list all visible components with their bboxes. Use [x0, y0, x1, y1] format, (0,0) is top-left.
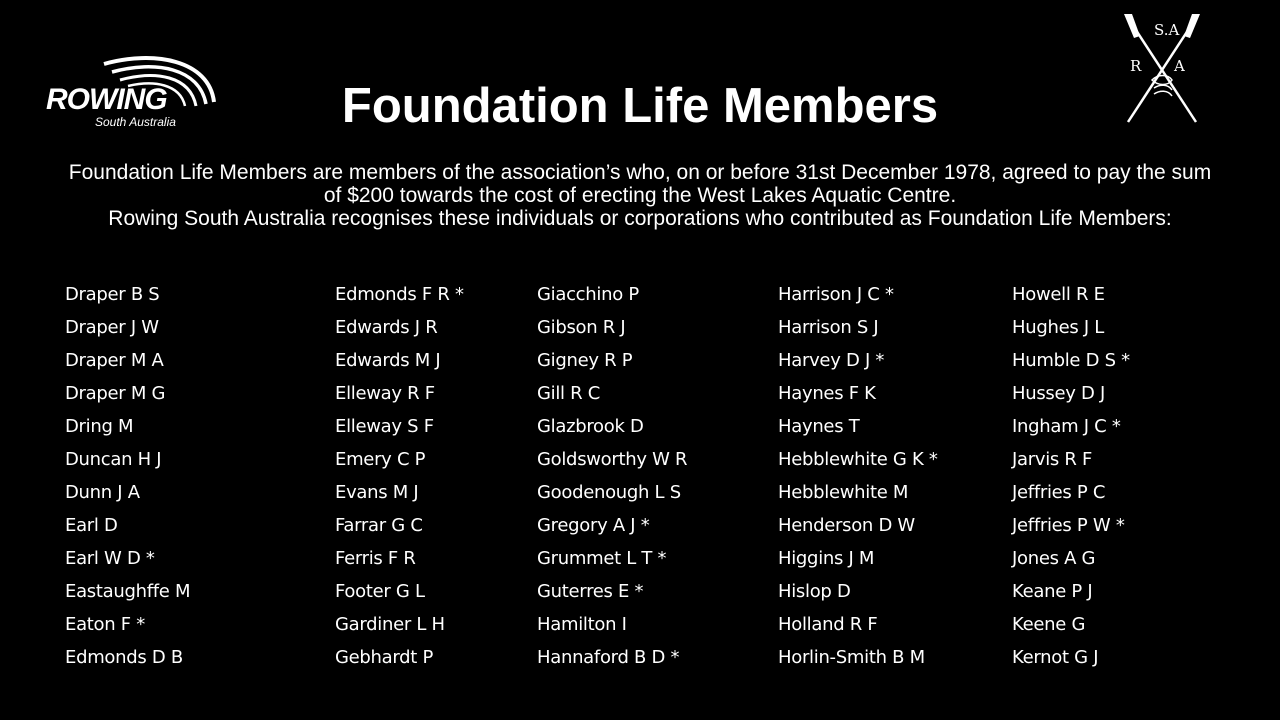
- member-name: Draper B S: [65, 284, 160, 305]
- member-name: Edwards M J: [335, 350, 441, 371]
- member-name: Dunn J A: [65, 482, 140, 503]
- member-name: Howell R E: [1012, 284, 1105, 305]
- member-name: Draper J W: [65, 317, 159, 338]
- member-name: Hebblewhite M: [778, 482, 909, 503]
- member-name: Harvey D J *: [778, 350, 885, 371]
- member-name: Hussey D J: [1012, 383, 1106, 404]
- member-name: Gibson R J: [537, 317, 626, 338]
- member-name: Hebblewhite G K *: [778, 449, 938, 470]
- member-name: Glazbrook D: [537, 416, 644, 437]
- member-name: Draper M G: [65, 383, 166, 404]
- logo-wordmark: ROWING: [46, 83, 167, 116]
- member-column-5: [1012, 280, 1130, 676]
- member-name: Ferris F R: [335, 548, 416, 569]
- page-title: Foundation Life Members: [341, 79, 939, 133]
- intro-text: [60, 161, 1220, 230]
- member-name: Jarvis R F: [1012, 449, 1093, 470]
- member-column-3: [537, 280, 687, 676]
- member-name: Gregory A J *: [537, 515, 650, 536]
- member-name: Earl W D *: [65, 548, 155, 569]
- member-name: Hannaford B D *: [537, 647, 680, 668]
- crest-text-sa: S.A: [1154, 21, 1180, 39]
- member-name: Evans M J: [335, 482, 419, 503]
- member-name: Henderson D W: [778, 515, 915, 536]
- member-name: Draper M A: [65, 350, 164, 371]
- member-name: Goldsworthy W R: [537, 449, 688, 470]
- member-name: Kernot G J: [1012, 647, 1099, 668]
- member-name: Harrison S J: [778, 317, 879, 338]
- member-name: Farrar G C: [335, 515, 423, 536]
- member-name: Edmonds D B: [65, 647, 183, 668]
- member-name: Grummet L T *: [537, 548, 667, 569]
- member-name: Edmonds F R *: [335, 284, 464, 305]
- member-column-2: [335, 280, 464, 676]
- crest-letter-r: R: [1130, 57, 1142, 75]
- member-name: Jeffries P C: [1012, 482, 1106, 503]
- member-name: Jones A G: [1012, 548, 1096, 569]
- member-name: Goodenough L S: [537, 482, 681, 503]
- member-name: Holland R F: [778, 614, 878, 635]
- member-name: Elleway S F: [335, 416, 434, 437]
- member-name: Haynes T: [778, 416, 860, 437]
- member-name: Hughes J L: [1012, 317, 1105, 338]
- member-name: Haynes F K: [778, 383, 876, 404]
- member-name: Gardiner L H: [335, 614, 445, 635]
- member-name: Elleway R F: [335, 383, 435, 404]
- member-name: Gebhardt P: [335, 647, 434, 668]
- crest-letter-a: A: [1174, 57, 1185, 75]
- member-list: [0, 280, 1280, 680]
- member-name: Emery C P: [335, 449, 426, 470]
- member-name: Hamilton I: [537, 614, 627, 635]
- member-column-1: [65, 280, 190, 676]
- member-name: Keene G: [1012, 614, 1086, 635]
- member-name: Higgins J M: [778, 548, 875, 569]
- intro-paragraph-1: Foundation Life Members are members of the association’s who, on or before 31st December 1978, agreed to pay the sum of $200 towards the cost of erecting the West Lakes Aquatic Centre.: [68, 161, 1212, 207]
- member-name: Earl D: [65, 515, 118, 536]
- member-name: Harrison J C *: [778, 284, 894, 305]
- logo-subtitle: South Australia: [95, 115, 176, 129]
- member-name: Gill R C: [537, 383, 601, 404]
- member-name: Giacchino P: [537, 284, 639, 305]
- member-name: Edwards J R: [335, 317, 438, 338]
- member-name: Keane P J: [1012, 581, 1093, 602]
- member-name: Eastaughffe M: [65, 581, 191, 602]
- member-name: Duncan H J: [65, 449, 162, 470]
- member-column-4: [778, 280, 938, 676]
- member-name: Ingham J C *: [1012, 416, 1121, 437]
- member-name: Guterres E *: [537, 581, 644, 602]
- member-name: Horlin-Smith B M: [778, 647, 925, 668]
- member-name: Eaton F *: [65, 614, 145, 635]
- member-name: Humble D S *: [1012, 350, 1130, 371]
- member-name: Footer G L: [335, 581, 425, 602]
- member-name: Gigney R P: [537, 350, 633, 371]
- member-name: Dring M: [65, 416, 134, 437]
- intro-paragraph-2: Rowing South Australia recognises these individuals or corporations who contributed as Foundation Life Members:: [108, 207, 1172, 230]
- member-name: Jeffries P W *: [1012, 515, 1125, 536]
- member-name: Hislop D: [778, 581, 851, 602]
